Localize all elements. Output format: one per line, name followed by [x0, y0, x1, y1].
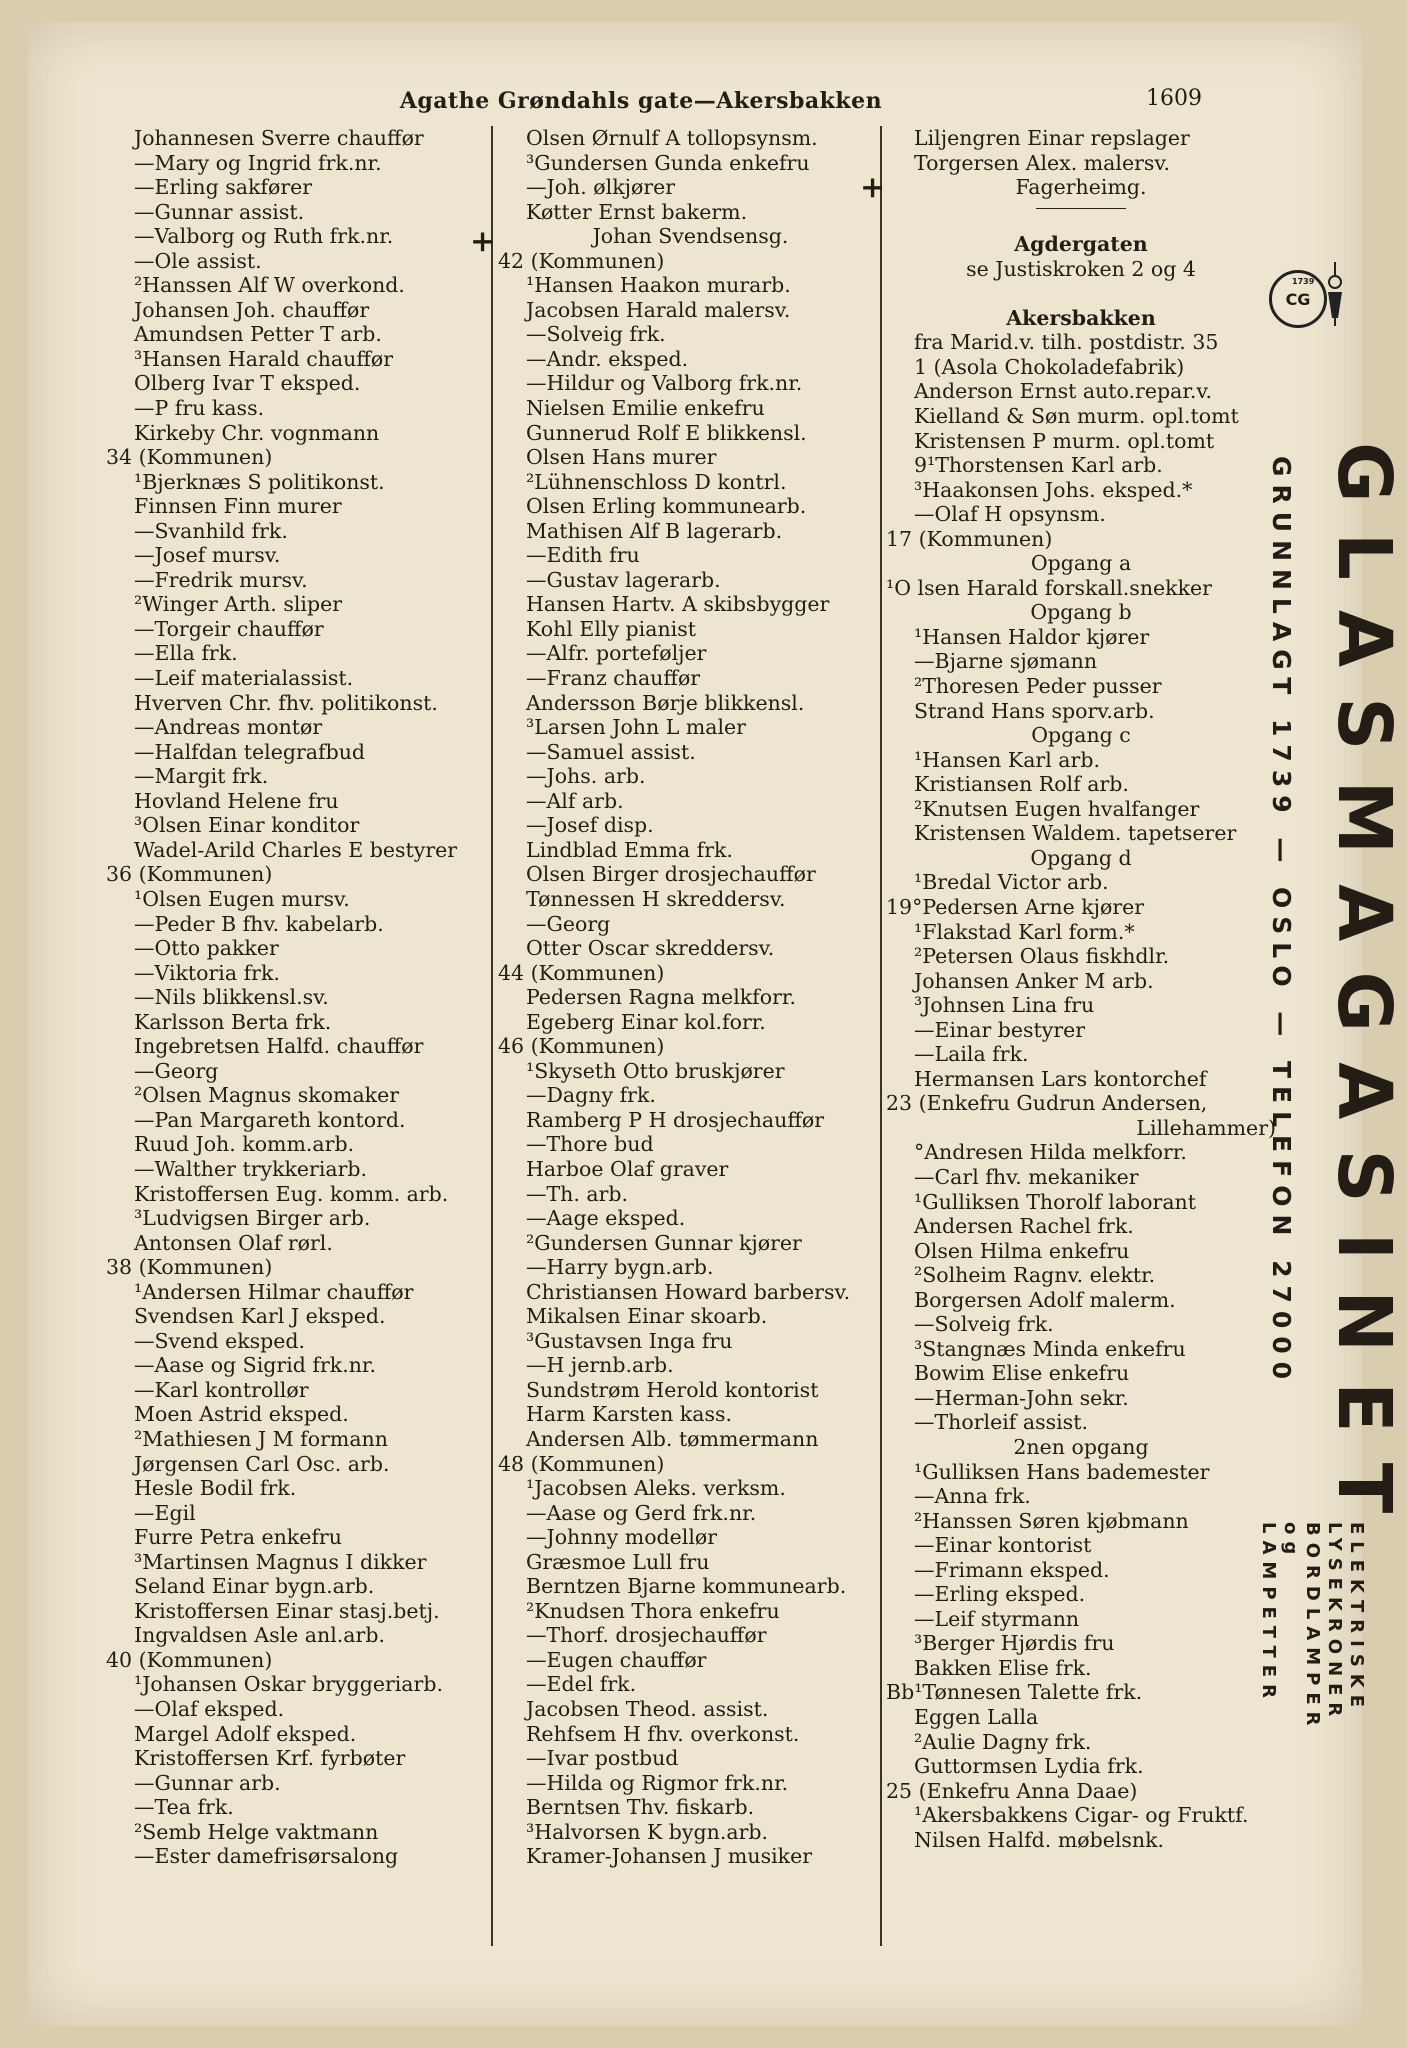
directory-entry: 1 (Asola Chokoladefabrik)	[914, 354, 1185, 379]
directory-entry: ¹Hansen Karl arb.	[914, 747, 1100, 772]
street-heading: Agdergaten	[1014, 232, 1148, 257]
directory-entry: —Solveig frk.	[526, 322, 666, 347]
directory-entry: 44 (Kommunen)	[498, 960, 665, 985]
directory-entry: Mathisen Alf B lagerarb.	[526, 518, 783, 543]
directory-entry: —Erling sakfører	[134, 175, 313, 200]
directory-entry: 17 (Kommunen)	[886, 526, 1053, 551]
directory-entry: Lillehammer)	[1136, 1115, 1276, 1140]
directory-entry: 48 (Kommunen)	[498, 1451, 665, 1476]
directory-entry: —Thorleif assist.	[914, 1410, 1088, 1435]
ad-product: LYSEKRONER	[1324, 1522, 1345, 1724]
directory-entry: —Otto pakker	[134, 936, 279, 961]
lamp-icon	[1327, 262, 1343, 326]
directory-entry: ²Hanssen Søren kjøbmann	[914, 1508, 1189, 1533]
directory-entry: —Harry bygn.arb.	[526, 1255, 714, 1280]
directory-entry: ¹Hansen Haakon murarb.	[526, 273, 791, 298]
directory-entry: —Anna frk.	[914, 1484, 1031, 1509]
directory-entry: —Svanhild frk.	[134, 518, 288, 543]
directory-entry: Seland Einar bygn.arb.	[134, 1574, 375, 1599]
directory-entry: Kristiansen Rolf arb.	[914, 772, 1129, 797]
directory-entry: Ramberg P H drosjechauffør	[526, 1107, 825, 1132]
directory-entry: Hesle Bodil frk.	[134, 1476, 297, 1501]
directory-entry: —Halfdan telegrafbud	[134, 739, 366, 764]
directory-entry: —Alf arb.	[526, 788, 624, 813]
directory-entry: Harm Karsten kass.	[526, 1402, 733, 1427]
directory-entry: 34 (Kommunen)	[106, 445, 273, 470]
directory-entry: —Solveig frk.	[914, 1312, 1054, 1337]
directory-entry: —Aase og Gerd frk.nr.	[526, 1500, 757, 1525]
directory-entry: Kristensen Waldem. tapetserer	[914, 821, 1237, 846]
directory-entry: 38 (Kommunen)	[106, 1255, 273, 1280]
directory-entry: Olsen Hilma enkefru	[914, 1238, 1130, 1263]
directory-entry: —Ella frk.	[134, 641, 238, 666]
directory-entry: —Andreas montør	[134, 715, 323, 740]
directory-entry: Pedersen Ragna melkforr.	[526, 985, 796, 1010]
directory-entry: —Egil	[134, 1500, 196, 1525]
directory-entry: —Peder B fhv. kabelarb.	[134, 911, 384, 936]
directory-entry	[886, 281, 1276, 306]
directory-entry: ²Thoresen Peder pusser	[914, 674, 1162, 699]
directory-entry: Ingvaldsen Asle anl.arb.	[134, 1623, 385, 1648]
directory-entry: —Pan Margareth kontord.	[134, 1107, 406, 1132]
directory-entry: ³Martinsen Magnus I dikker	[134, 1549, 427, 1574]
directory-entry: 19°Pedersen Arne kjører	[886, 894, 1145, 919]
directory-entry: —Gunnar arb.	[134, 1770, 281, 1795]
directory-entry: ²Semb Helge vaktmann	[134, 1819, 379, 1844]
directory-entry: —Frimann eksped.	[914, 1557, 1110, 1582]
street-heading: Akersbakken	[1006, 305, 1156, 330]
directory-entry: Gunnerud Rolf E blikkensl.	[526, 420, 807, 445]
directory-entry: ¹Gulliksen Thorolf laborant	[914, 1189, 1196, 1214]
directory-entry: —Fredrik mursv.	[134, 567, 308, 592]
ad-product: ELEKTRISKE	[1346, 1522, 1367, 1715]
directory-entry: ³Gustavsen Inga fru	[526, 1328, 733, 1353]
directory-entry: Olsen Birger drosjechauffør	[526, 862, 816, 887]
directory-entry: —Edel frk.	[526, 1672, 637, 1697]
directory-entry: Amundsen Petter T arb.	[134, 322, 382, 347]
logo-year: 1739	[1292, 277, 1315, 286]
directory-entry: Hansen Hartv. A skibsbygger	[526, 592, 830, 617]
directory-entry: Olsen Ørnulf A tollopsynsm.	[526, 126, 818, 150]
directory-entry: Strand Hans sporv.arb.	[914, 698, 1155, 723]
directory-entry: °Andresen Hilda melkforr.	[914, 1140, 1187, 1165]
directory-entry: 36 (Kommunen)	[106, 862, 273, 887]
directory-entry: —Einar kontorist	[914, 1533, 1092, 1558]
directory-entry: —Viktoria frk.	[134, 960, 280, 985]
ad-product: og LAMPETTER	[1258, 1522, 1301, 1705]
directory-entry: Kristensen P murm. opl.tomt	[914, 428, 1215, 453]
directory-entry: Bakken Elise frk.	[914, 1655, 1092, 1680]
directory-entry: Egeberg Einar kol.forr.	[526, 1009, 766, 1034]
directory-entry: —Th. arb.	[526, 1181, 629, 1206]
directory-entry: —Josef disp.	[526, 813, 654, 838]
directory-entry: Sundstrøm Herold kontorist	[526, 1377, 819, 1402]
column-divider	[880, 126, 882, 1946]
page-title: Agathe Grøndahls gate—Akersbakken	[399, 88, 883, 114]
directory-entry: ²Aulie Dagny frk.	[914, 1729, 1092, 1754]
directory-entry: Hovland Helene fru	[134, 788, 339, 813]
directory-entry: —Hildur og Valborg frk.nr.	[526, 371, 803, 396]
directory-entry: ²Hanssen Alf W overkond.	[134, 273, 405, 298]
directory-entry: Ingebretsen Halfd. chauffør	[134, 1034, 424, 1059]
directory-entry: ¹Gulliksen Hans bademester	[914, 1459, 1210, 1484]
directory-entry: ¹O lsen Harald forskall.snekker	[886, 575, 1212, 600]
directory-entry: ³Johnsen Lina fru	[914, 993, 1095, 1018]
directory-entry: —H jernb.arb.	[526, 1353, 674, 1378]
directory-entry: 40 (Kommunen)	[106, 1647, 273, 1672]
directory-entry: —Tea frk.	[134, 1795, 234, 1820]
directory-entry: 9¹Thorstensen Karl arb.	[914, 453, 1163, 478]
directory-entry: Jacobsen Theod. assist.	[526, 1697, 769, 1721]
directory-entry: —Mary og Ingrid frk.nr.	[134, 150, 382, 175]
directory-entry: —Hilda og Rigmor frk.nr.	[526, 1770, 789, 1795]
directory-entry: —Einar bestyrer	[914, 1017, 1086, 1042]
directory-entry: Harboe Olaf graver	[526, 1156, 729, 1181]
cross-mark: +	[470, 224, 496, 259]
column-divider	[491, 126, 493, 1946]
directory-entry: Bowim Elise enkefru	[914, 1361, 1130, 1386]
ad-products	[1257, 1522, 1367, 1752]
directory-entry: —Ole assist.	[134, 248, 262, 273]
directory-entry: —Erling eksped.	[914, 1582, 1086, 1607]
directory-entry: Kristoffersen Krf. fyrbøter	[134, 1746, 406, 1771]
directory-entry: Olberg Ivar T eksped.	[134, 371, 361, 396]
directory-entry: Finnsen Finn murer	[134, 494, 342, 519]
directory-entry: —Thorf. drosjechauffør	[526, 1623, 767, 1648]
directory-entry: —Aase og Sigrid frk.nr.	[134, 1353, 376, 1378]
directory-entry: —Gustav lagerarb.	[526, 567, 721, 592]
directory-entry: 23 (Enkefru Gudrun Andersen,	[886, 1091, 1208, 1116]
directory-entry: Otter Oscar skreddersv.	[526, 936, 775, 961]
directory-entry: —Valborg og Ruth frk.nr.	[134, 224, 394, 249]
directory-entry: Opgang b	[1030, 600, 1132, 625]
directory-entry: —Herman-John sekr.	[914, 1385, 1129, 1410]
directory-entry: Jørgensen Carl Osc. arb.	[134, 1451, 390, 1476]
directory-entry: Bb¹Tønnesen Talette frk.	[886, 1680, 1143, 1705]
directory-entry: ³Ludvigsen Birger arb.	[134, 1206, 371, 1231]
directory-entry: —Leif materialassist.	[134, 666, 354, 691]
directory-entry: —Johs. arb.	[526, 764, 646, 789]
directory-entry: ¹Olsen Eugen mursv.	[134, 886, 350, 911]
glasmagasinet-advertisement	[1253, 252, 1407, 1752]
directory-entry: —Samuel assist.	[526, 739, 696, 764]
directory-entry: Tønnessen H skreddersv.	[526, 886, 786, 911]
directory-entry: Nilsen Halfd. møbelsnk.	[914, 1827, 1165, 1852]
directory-entry: —Ester damefrisørsalong	[134, 1844, 399, 1869]
directory-entry: ²Mathiesen J M formann	[134, 1426, 388, 1451]
directory-entry: ²Lühnenschloss D kontrl.	[526, 469, 787, 494]
directory-entry: ²Knutsen Eugen hvalfanger	[914, 796, 1200, 821]
directory-entry: —Torgeir chauffør	[134, 616, 324, 641]
directory-entry: ¹Flakstad Karl form.*	[914, 919, 1135, 944]
directory-entry: Olsen Hans murer	[526, 445, 717, 470]
cg-logo	[1269, 270, 1327, 328]
directory-entry: —P fru kass.	[134, 396, 265, 421]
directory-entry: Guttormsen Lydia frk.	[914, 1754, 1144, 1779]
directory-entry: Berntzen Bjarne kommunearb.	[526, 1574, 847, 1599]
directory-entry: Fagerheimg.	[1015, 175, 1147, 200]
directory-entry: —Margit frk.	[134, 764, 269, 789]
ad-tagline: GRUNNLAGT 1739 — OSLO — TELEFON 27000	[1267, 456, 1296, 1388]
directory-entry: Køtter Ernst bakerm.	[526, 199, 748, 224]
directory-entry: Rehfsem H fhv. overkonst.	[526, 1721, 800, 1746]
directory-entry: Kirkeby Chr. vognmann	[134, 420, 380, 445]
directory-entry: —Eugen chauffør	[526, 1647, 707, 1672]
directory-entry: ²Gundersen Gunnar kjører	[526, 1230, 802, 1255]
directory-entry: ²Knudsen Thora enkefru	[526, 1598, 780, 1623]
directory-entry: ³Stangnæs Minda enkefru	[914, 1336, 1186, 1361]
directory-entry: —Svend eksped.	[134, 1328, 306, 1353]
directory-entry: —Dagny frk.	[526, 1083, 656, 1108]
directory-entry: Kristoffersen Eug. komm. arb.	[134, 1181, 449, 1206]
logo-letters: CG	[1285, 289, 1311, 309]
directory-entry: Opgang a	[1030, 551, 1132, 576]
directory-entry: ³Olsen Einar konditor	[134, 813, 360, 838]
directory-entry: 25 (Enkefru Anna Daae)	[886, 1778, 1138, 1803]
directory-entry: 42 (Kommunen)	[498, 248, 665, 273]
directory-entry: Eggen Lalla	[914, 1705, 1039, 1729]
directory-entry: ¹Akersbakkens Cigar- og Fruktf.	[914, 1803, 1249, 1828]
directory-entry: —Olaf eksped.	[134, 1697, 285, 1721]
ad-product: BORDLAMPER	[1302, 1522, 1323, 1733]
directory-entry: ²Petersen Olaus fiskhdlr.	[914, 944, 1170, 969]
directory-entry: Moen Astrid eksped.	[134, 1402, 349, 1427]
directory-entry: Græsmoe Lull fru	[526, 1549, 710, 1574]
directory-entry: —Georg	[526, 911, 611, 936]
directory-entry: Furre Petra enkefru	[134, 1525, 342, 1550]
directory-entry: Margel Adolf eksped.	[134, 1721, 357, 1746]
directory-entry: —Johnny modellør	[526, 1525, 718, 1550]
directory-entry: ²Solheim Ragnv. elektr.	[914, 1263, 1156, 1288]
directory-column-2	[498, 126, 886, 1869]
section-rule	[886, 208, 1276, 233]
directory-entry: —Bjarne sjømann	[914, 649, 1098, 674]
directory-entry: Anderson Ernst auto.repar.v.	[914, 379, 1213, 404]
directory-column-3	[886, 126, 1276, 1852]
directory-entry: ³Hansen Harald chauffør	[134, 346, 394, 371]
directory-entry: Andersen Alb. tømmermann	[526, 1426, 819, 1451]
directory-entry: Liljengren Einar repslager	[914, 126, 1190, 150]
directory-entry: —Laila frk.	[914, 1042, 1029, 1067]
directory-entry: Borgersen Adolf malerm.	[914, 1287, 1176, 1312]
directory-entry: ¹Skyseth Otto bruskjører	[526, 1058, 785, 1083]
directory-entry: —Alfr. porteføljer	[526, 641, 707, 666]
directory-entry: —Franz chauffør	[526, 666, 701, 691]
directory-entry: —Nils blikkensl.sv.	[134, 985, 329, 1010]
directory-entry: ²Olsen Magnus skomaker	[134, 1083, 400, 1108]
directory-entry: Jacobsen Harald malersv.	[526, 297, 791, 322]
directory-entry: —Joh. ølkjører	[526, 175, 676, 200]
directory-entry: Johansen Joh. chauffør	[134, 297, 370, 322]
directory-entry: —Josef mursv.	[134, 543, 281, 568]
directory-entry: Berntsen Thv. fiskarb.	[526, 1795, 755, 1820]
short-rule	[1036, 208, 1126, 210]
directory-entry: ¹Johansen Oskar bryggeriarb.	[134, 1672, 443, 1697]
directory-entry: ¹Bredal Victor arb.	[914, 870, 1109, 895]
directory-entry: Lindblad Emma frk.	[526, 837, 733, 862]
brand-name: GLASMAGASINET	[1321, 442, 1407, 1544]
directory-entry: —Walther trykkeriarb.	[134, 1156, 368, 1181]
directory-entry: —Georg	[134, 1058, 219, 1083]
directory-entry: ³Berger Hjørdis fru	[914, 1631, 1115, 1656]
directory-entry: —Gunnar assist.	[134, 199, 305, 224]
directory-entry: ³Larsen John L maler	[526, 715, 746, 740]
directory-entry: —Edith fru	[526, 543, 640, 568]
directory-entry: Hermansen Lars kontorchef	[914, 1066, 1207, 1091]
directory-entry: Andersson Børje blikkensl.	[526, 690, 805, 715]
directory-entry: Karlsson Berta frk.	[134, 1009, 332, 1034]
directory-entry: Mikalsen Einar skoarb.	[526, 1304, 768, 1329]
directory-entry: Johannesen Sverre chauffør	[134, 126, 424, 150]
directory-entry: Ruud Joh. komm.arb.	[134, 1132, 355, 1157]
directory-entry: —Leif styrmann	[914, 1606, 1080, 1631]
directory-entry: —Aage eksped.	[526, 1206, 686, 1231]
directory-entry: ³Gundersen Gunda enkefru	[526, 150, 810, 175]
directory-entry: —Andr. eksped.	[526, 346, 689, 371]
page-number: 1609	[1146, 86, 1202, 111]
directory-entry: Andersen Rachel frk.	[914, 1214, 1134, 1239]
directory-entry: fra Marid.v. tilh. postdistr. 35	[914, 330, 1219, 355]
directory-entry: Opgang d	[1030, 845, 1132, 870]
directory-entry: Wadel-Arild Charles E bestyrer	[134, 837, 458, 862]
directory-entry: se Justiskroken 2 og 4	[966, 256, 1196, 281]
directory-entry: ³Halvorsen K bygn.arb.	[526, 1819, 769, 1844]
directory-entry: Johansen Anker M arb.	[914, 968, 1154, 993]
directory-entry: 46 (Kommunen)	[498, 1034, 665, 1059]
directory-entry: Kristoffersen Einar stasj.betj.	[134, 1598, 440, 1623]
directory-entry: Olsen Erling kommunearb.	[526, 494, 807, 519]
directory-entry: ¹Andersen Hilmar chauffør	[134, 1279, 414, 1304]
directory-entry: —Thore bud	[526, 1132, 654, 1157]
directory-entry: Torgersen Alex. malersv.	[914, 150, 1171, 175]
directory-entry: Kohl Elly pianist	[526, 616, 696, 641]
directory-entry: Hverven Chr. fhv. politikonst.	[134, 690, 438, 715]
directory-entry: —Carl fhv. mekaniker	[914, 1164, 1139, 1189]
directory-entry: ³Haakonsen Johs. eksped.*	[914, 477, 1193, 502]
directory-entry: ¹Jacobsen Aleks. verksm.	[526, 1476, 786, 1501]
directory-entry: —Ivar postbud	[526, 1746, 679, 1771]
directory-entry: ¹Hansen Haldor kjører	[914, 624, 1150, 649]
directory-entry: —Karl kontrollør	[134, 1377, 309, 1402]
directory-entry: Kramer-Johansen J musiker	[526, 1844, 812, 1869]
directory-entry: Christiansen Howard barbersv.	[526, 1279, 851, 1304]
directory-entry: Kielland & Søn murm. opl.tomt	[914, 404, 1239, 429]
directory-entry: —Olaf H opsynsm.	[914, 502, 1106, 527]
directory-entry: Antonsen Olaf rørl.	[134, 1230, 333, 1255]
directory-entry: Opgang c	[1031, 723, 1131, 748]
directory-entry: Nielsen Emilie enkefru	[526, 396, 765, 421]
directory-entry: ¹Bjerknæs S politikonst.	[134, 469, 385, 494]
directory-column-1	[106, 126, 496, 1869]
directory-entry: ²Winger Arth. sliper	[134, 592, 343, 617]
directory-entry: 2nen opgang	[1013, 1434, 1149, 1459]
directory-entry: Johan Svendsensg.	[592, 224, 789, 249]
directory-entry: Svendsen Karl J eksped.	[134, 1304, 386, 1329]
directory-page	[28, 22, 1407, 2026]
cross-mark: +	[860, 170, 886, 205]
